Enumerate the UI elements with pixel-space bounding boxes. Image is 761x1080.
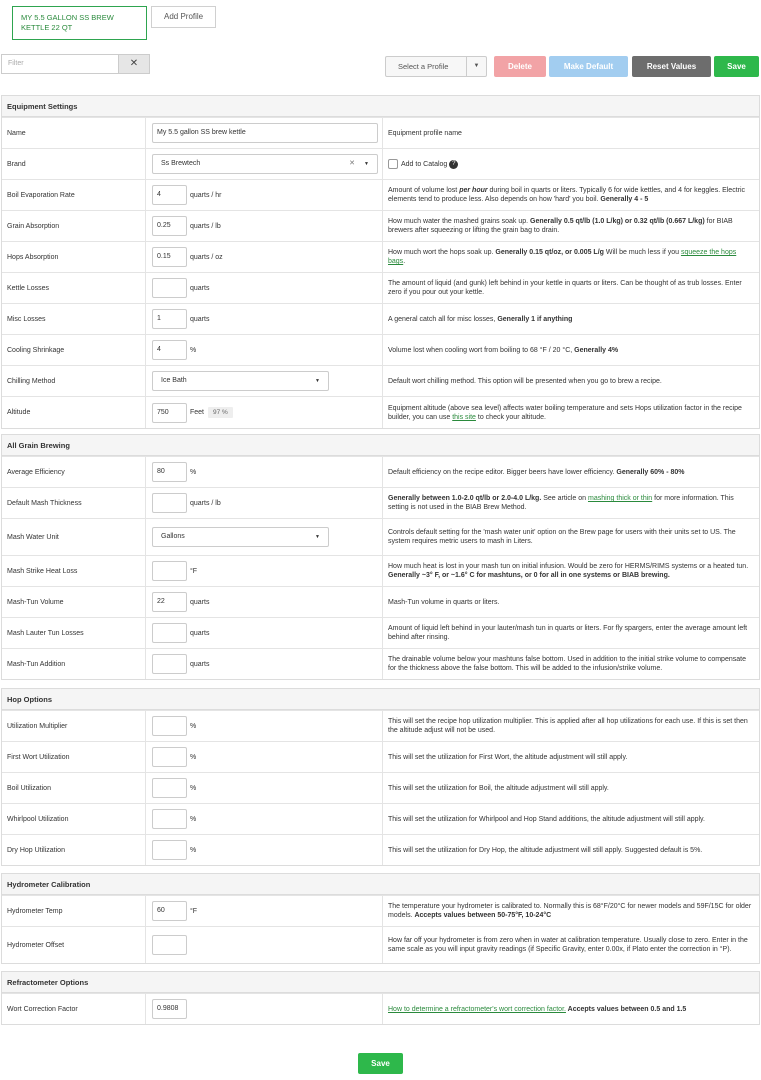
chevron-down-icon[interactable]: ▼ bbox=[315, 534, 320, 540]
mash-tun-volume-input[interactable]: 22 bbox=[152, 592, 187, 612]
field-label: Grain Absorption bbox=[7, 222, 60, 230]
add-profile-tab[interactable]: Add Profile bbox=[151, 6, 216, 28]
mash-thickness-input[interactable] bbox=[152, 493, 187, 513]
lauter-losses-input[interactable] bbox=[152, 623, 187, 643]
row-altitude bbox=[2, 396, 759, 428]
field-label: Chilling Method bbox=[7, 377, 56, 385]
chevron-down-icon[interactable]: ▼ bbox=[364, 161, 369, 167]
mash-water-unit-select[interactable] bbox=[152, 527, 329, 547]
section-title: Hop Options bbox=[2, 689, 759, 710]
field-label: Brand bbox=[7, 160, 26, 168]
field-label: Mash-Tun Volume bbox=[7, 598, 64, 606]
help-text: Controls default setting for the 'mash water unit' option on the Brew page for users with their units set to US. The system requires metric users to mash in Liters. bbox=[388, 529, 736, 545]
filter-input[interactable]: Filter bbox=[1, 54, 119, 74]
unit-label: Feet bbox=[190, 409, 205, 416]
row-mash-tun-volume bbox=[2, 586, 759, 617]
row-utilization-multiplier bbox=[2, 710, 759, 741]
unit-label: quarts / hr bbox=[190, 191, 222, 199]
row-hops-absorption bbox=[2, 241, 759, 272]
altitude-input[interactable]: 750 bbox=[152, 403, 187, 423]
row-chilling-method bbox=[2, 365, 759, 396]
field-label: First Wort Utilization bbox=[7, 753, 70, 761]
row-average-efficiency bbox=[2, 456, 759, 487]
row-boil-utilization bbox=[2, 772, 759, 803]
field-label: Dry Hop Utilization bbox=[7, 846, 65, 854]
field-label: Mash Water Unit bbox=[7, 533, 59, 541]
field-label: Mash Lauter Tun Losses bbox=[7, 629, 84, 637]
row-wort-correction bbox=[2, 993, 759, 1024]
chilling-method-value: Ice Bath bbox=[161, 377, 187, 384]
row-grain-absorption bbox=[2, 210, 759, 241]
field-label: Hydrometer Offset bbox=[7, 941, 65, 949]
unit-label: quarts bbox=[190, 284, 210, 292]
unit-label: °F bbox=[190, 907, 198, 915]
unit-label: % bbox=[190, 753, 197, 761]
help-text: The temperature your hydrometer is calibrated to. Normally this is 68°F/20°C for newer models and 59F/15C for older models. Accepts values between 50-75°F, 10-24°C bbox=[388, 903, 752, 919]
help-text: Default efficiency on the recipe editor. Bigger beers have lower efficiency. Generally 60% - 80% bbox=[388, 468, 685, 476]
section-title: Refractometer Options bbox=[2, 972, 759, 993]
unit-label: quarts bbox=[190, 629, 210, 637]
brand-select[interactable] bbox=[152, 154, 378, 174]
unit-label: % bbox=[190, 846, 197, 854]
help-text: The amount of liquid (and gunk) left behind in your kettle in quarts or liters. Can be thought of as trub losses. Enter zero if you pour out your kettle. bbox=[388, 280, 742, 296]
squeeze-hops-link[interactable]: squeeze the hops bags bbox=[388, 249, 737, 265]
profile-tabs bbox=[12, 6, 216, 40]
unit-label: % bbox=[190, 346, 197, 354]
help-text: Amount of volume lost per hour during boil in quarts or liters. Typically 6 for wide kettles, and 4 for keggles. Electric elements tend to produce less. Also depends on how 'hard' you boil. Generally 4 - 5 bbox=[388, 187, 746, 203]
field-label: Hops Absorption bbox=[7, 253, 59, 261]
kettle-losses-input[interactable] bbox=[152, 278, 187, 298]
row-dry-hop-utilization bbox=[2, 834, 759, 865]
field-label: Utilization Multiplier bbox=[7, 722, 68, 730]
help-text: Default wort chilling method. This option will be presented when you go to brew a recipe. bbox=[388, 377, 662, 385]
help-text: How much heat is lost in your mash tun on initial infusion. Would be zero for HERMS/RIMS systems or a heated tun. Generally ~3° F, or ~1.6° C for mashtuns, or 0 for all in one systems or BIAB brewing. bbox=[388, 563, 749, 579]
help-text: This will set the utilization for First Wort, the altitude adjustment will still apply. bbox=[388, 753, 628, 761]
row-mash-thickness bbox=[2, 487, 759, 518]
wort-correction-input[interactable]: 0.9808 bbox=[152, 999, 187, 1019]
all-grain-section bbox=[1, 434, 760, 680]
efficiency-input[interactable]: 80 bbox=[152, 462, 187, 482]
row-strike-heat-loss bbox=[2, 555, 759, 586]
help-text: This will set the utilization for Boil, the altitude adjustment will still apply. bbox=[388, 784, 609, 792]
field-label: Mash-Tun Addition bbox=[7, 660, 66, 668]
unit-label: quarts / lb bbox=[190, 222, 221, 230]
help-text: How much water the mashed grains soak up. Generally 0.5 qt/lb (1.0 L/kg) or 0.32 qt/lb (0.667 L/kg) for BIAB brewers after squeezing or lifting the grain bag to drain. bbox=[388, 218, 733, 234]
unit-label: % bbox=[190, 784, 197, 792]
grain-absorption-input[interactable]: 0.25 bbox=[152, 216, 187, 236]
clear-icon[interactable]: ✕ bbox=[349, 160, 355, 167]
field-label: Hydrometer Temp bbox=[7, 907, 63, 915]
row-mash-water-unit bbox=[2, 518, 759, 555]
profile-select[interactable] bbox=[385, 56, 487, 77]
utilization-badge: 97 % bbox=[208, 407, 233, 418]
mash-water-unit-value: Gallons bbox=[161, 533, 185, 540]
row-boil-evaporation bbox=[2, 179, 759, 210]
help-icon[interactable]: ? bbox=[449, 160, 458, 169]
refractometer-section bbox=[1, 971, 760, 1025]
unit-label: quarts / lb bbox=[190, 499, 221, 507]
field-label: Misc Losses bbox=[7, 315, 46, 323]
utilization-multiplier-input[interactable] bbox=[152, 716, 187, 736]
mash-tun-addition-input[interactable] bbox=[152, 654, 187, 674]
unit-label: °F bbox=[190, 567, 198, 575]
help-text: How much wort the hops soak up. Generally 0.15 qt/oz, or 0.005 L/g Will be much less if you squeeze the hops bags. bbox=[388, 249, 737, 265]
bottom-save-button[interactable]: Save bbox=[358, 1053, 403, 1074]
brand-value: Ss Brewtech bbox=[161, 160, 201, 167]
unit-label: % bbox=[190, 722, 197, 730]
clear-filter-button[interactable]: ✕ bbox=[118, 54, 150, 74]
profile-select-value: Select a Profile bbox=[398, 62, 449, 71]
hop-options-section bbox=[1, 688, 760, 866]
help-text: Equipment altitude (above sea level) affects water boiling temperature and sets Hops utilization factor in the recipe builder, you can use this site to check your altitude. bbox=[388, 404, 742, 421]
row-hydrometer-temp bbox=[2, 895, 759, 926]
hydrometer-section bbox=[1, 873, 760, 964]
help-text: Mash-Tun volume in quarts or liters. bbox=[388, 598, 500, 606]
row-hydrometer-offset bbox=[2, 926, 759, 963]
reset-values-button[interactable]: Reset Values bbox=[632, 56, 711, 77]
section-title: All Grain Brewing bbox=[2, 435, 759, 456]
unit-label: quarts bbox=[190, 660, 210, 668]
field-label: Average Efficiency bbox=[7, 468, 65, 476]
hops-absorption-input[interactable]: 0.15 bbox=[152, 247, 187, 267]
help-text: The drainable volume below your mashtuns false bottom. Used in addition to the initial strike volume to compensate for the thickness above the false bottom. This will be added to the infusion/strike volume. bbox=[388, 656, 746, 672]
row-kettle-losses bbox=[2, 272, 759, 303]
row-mash-tun-addition bbox=[2, 648, 759, 679]
boil-evaporation-input[interactable]: 4 bbox=[152, 185, 187, 205]
row-lauter-losses bbox=[2, 617, 759, 648]
delete-button[interactable]: Delete bbox=[494, 56, 546, 77]
row-brand bbox=[2, 148, 759, 179]
wort-correction-link[interactable]: How to determine a refractometer's wort correction factor. bbox=[388, 1005, 566, 1013]
row-cooling-shrinkage bbox=[2, 334, 759, 365]
row-misc-losses bbox=[2, 303, 759, 334]
field-label: Wort Correction Factor bbox=[7, 1005, 78, 1013]
help-text: This will set the utilization for Dry Hop, the altitude adjustment will still apply. Suggested default is 5%. bbox=[388, 846, 703, 854]
row-name bbox=[2, 117, 759, 148]
save-button[interactable]: Save bbox=[714, 56, 759, 77]
field-label: Boil Utilization bbox=[7, 784, 51, 792]
boil-utilization-input[interactable] bbox=[152, 778, 187, 798]
unit-label: quarts bbox=[190, 315, 210, 323]
make-default-button[interactable]: Make Default bbox=[549, 56, 628, 77]
field-label: Cooling Shrinkage bbox=[7, 346, 65, 354]
section-title: Hydrometer Calibration bbox=[2, 874, 759, 895]
field-label: Kettle Losses bbox=[7, 284, 50, 292]
unit-label: quarts / oz bbox=[190, 253, 223, 261]
hydrometer-temp-input[interactable]: 60 bbox=[152, 901, 187, 921]
field-label: Altitude bbox=[7, 409, 31, 416]
name-input[interactable]: My 5.5 gallon SS brew kettle bbox=[152, 123, 378, 143]
help-text: Generally between 1.0-2.0 qt/lb or 2.0-4.0 L/kg. See article on mashing thick or thin for more information. This setting is not used in the BIAB Brew Method. bbox=[388, 495, 734, 511]
tab-current-profile[interactable]: MY 5.5 GALLON SS BREW KETTLE 22 QT bbox=[12, 6, 147, 40]
field-label: Mash Strike Heat Loss bbox=[7, 567, 78, 575]
catalog-label: Add to Catalog bbox=[401, 160, 448, 168]
chevron-down-icon[interactable]: ▼ bbox=[466, 57, 486, 76]
help-text: How far off your hydrometer is from zero when in water at calibration temperature. Usually close to zero. Enter in the same scale as you will input gravity readings (if Specific Gravity, enter 0.00x, if Plato enter the correction in °P). bbox=[388, 937, 748, 953]
field-label: Default Mash Thickness bbox=[7, 499, 82, 507]
first-wort-utilization-input[interactable] bbox=[152, 747, 187, 767]
help-text: A general catch all for misc losses, Generally 1 if anything bbox=[388, 315, 573, 323]
cooling-shrinkage-input[interactable]: 4 bbox=[152, 340, 187, 360]
help-text: How to determine a refractometer's wort correction factor. Accepts values between 0.5 and 1.5 bbox=[388, 1005, 687, 1013]
help-text: This will set the recipe hop utilization multiplier. This is applied after all hop utilizations for each use. If this is set then the altitude adjust will not be used. bbox=[388, 718, 748, 734]
strike-heat-loss-input[interactable] bbox=[152, 561, 187, 581]
help-text: Amount of liquid left behind in your lauter/mash tun in quarts or liters. For fly spargers, enter the average amount left behind after rinsing. bbox=[388, 625, 748, 641]
whirlpool-utilization-input[interactable] bbox=[152, 809, 187, 829]
chevron-down-icon[interactable]: ▼ bbox=[315, 378, 320, 384]
help-text: Volume lost when cooling wort from boiling to 68 °F / 20 °C, Generally 4% bbox=[388, 346, 619, 354]
help-text: This will set the utilization for Whirlpool and Hop Stand additions, the altitude adjustment will still apply. bbox=[388, 815, 705, 823]
field-label: Boil Evaporation Rate bbox=[7, 191, 75, 199]
chilling-method-select[interactable] bbox=[152, 371, 329, 391]
dry-hop-utilization-input[interactable] bbox=[152, 840, 187, 860]
help-text: Equipment profile name bbox=[388, 129, 462, 137]
altitude-site-link[interactable]: this site bbox=[452, 413, 476, 421]
row-whirlpool-utilization bbox=[2, 803, 759, 834]
mashing-article-link[interactable]: mashing thick or thin bbox=[587, 495, 653, 502]
hydrometer-offset-input[interactable] bbox=[152, 935, 187, 955]
row-first-wort-utilization bbox=[2, 741, 759, 772]
unit-label: quarts bbox=[190, 598, 210, 606]
section-title: Equipment Settings bbox=[2, 96, 759, 117]
field-label: Name bbox=[7, 129, 26, 137]
unit-label: % bbox=[190, 468, 197, 476]
unit-label: % bbox=[190, 815, 197, 823]
field-label: Whirlpool Utilization bbox=[7, 815, 69, 823]
add-to-catalog-checkbox[interactable] bbox=[388, 159, 398, 169]
equipment-settings-section bbox=[1, 95, 760, 429]
misc-losses-input[interactable]: 1 bbox=[152, 309, 187, 329]
